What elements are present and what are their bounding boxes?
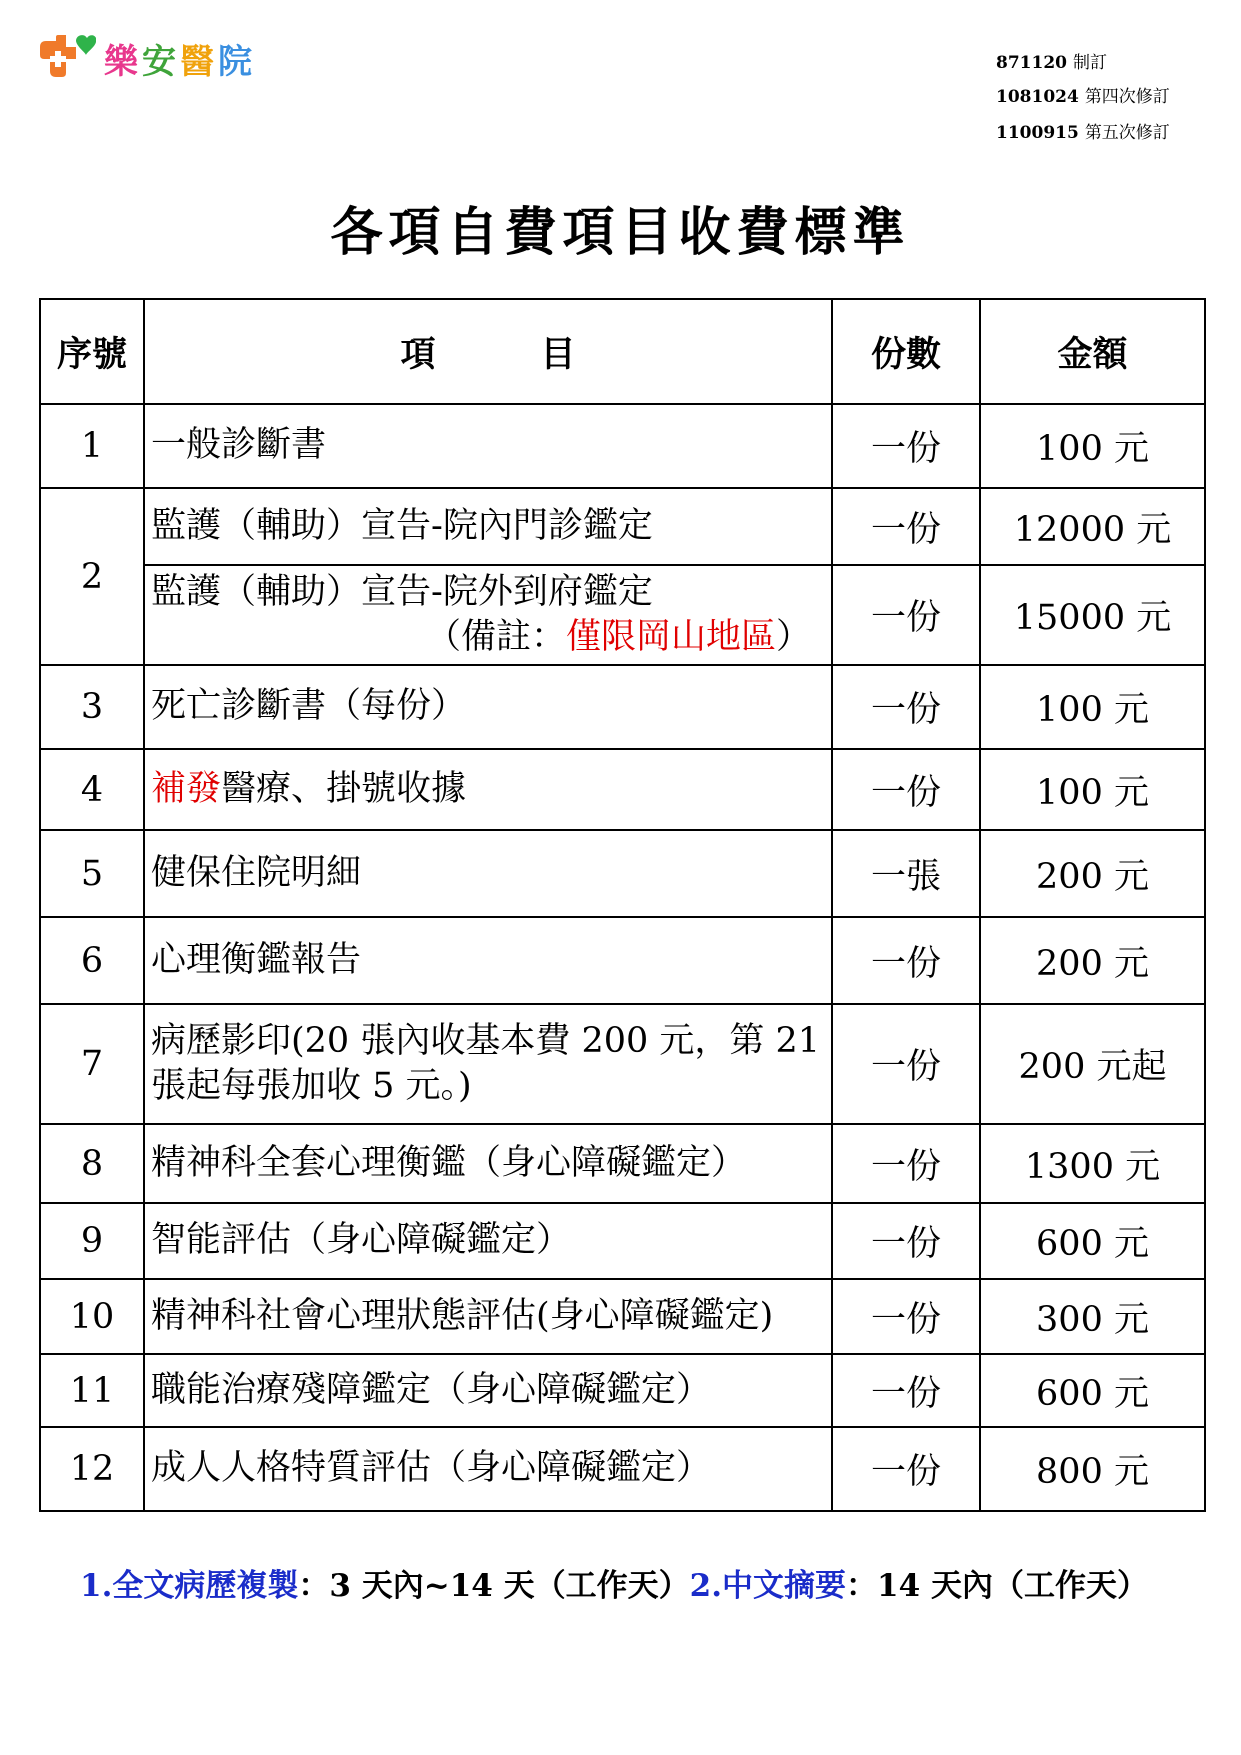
row-amount: 600 元 [980,1354,1205,1427]
row-qty: 一份 [832,1124,980,1203]
row-amount: 1300 元 [980,1124,1205,1203]
header-item: 項 目 [144,299,832,404]
table-header-row [40,299,1205,404]
revision-code: 871120 [996,53,1067,73]
row-amount: 12000 元 [980,488,1205,565]
row-amount: 100 元 [980,404,1205,488]
row-num: 7 [40,1004,144,1124]
revision-line-2 [996,82,1170,107]
logo-char-1: 樂 [104,41,142,82]
row-item-text: 醫療、掛號收據 [221,768,467,809]
table-row [40,1279,1205,1354]
processing-time-note [80,1560,1148,1605]
row-qty: 一份 [832,1427,980,1511]
row-amount: 800 元 [980,1427,1205,1511]
row-item: 成人人格特質評估（身心障礙鑑定） [144,1427,832,1511]
hospital-cross-icon [36,33,96,83]
row-item-line-2: 張起每張加收 5 元。) [151,1066,472,1106]
note-suffix: ） [775,617,811,657]
table-row [40,404,1205,488]
logo-char-2: 安 [142,41,180,82]
row-item-note [151,615,831,661]
row-num: 1 [40,404,144,488]
table-row [40,665,1205,749]
row-item: 精神科全套心理衡鑑（身心障礙鑑定） [144,1124,832,1203]
row-qty: 一張 [832,830,980,917]
row-num: 8 [40,1124,144,1203]
revision-desc: 制訂 [1072,53,1107,73]
row-item: 心理衡鑑報告 [144,917,832,1004]
row-qty: 一份 [832,917,980,1004]
row-item [144,1004,832,1124]
row-item: 精神科社會心理狀態評估(身心障礙鑑定) [144,1279,832,1354]
hospital-name [104,34,256,83]
row-num: 3 [40,665,144,749]
revision-desc: 第五次修訂 [1084,123,1170,143]
row-qty: 一份 [832,1203,980,1279]
row-num: 5 [40,830,144,917]
row-num: 6 [40,917,144,1004]
revision-code: 1081024 [996,87,1079,107]
header-amount: 金額 [980,299,1205,404]
row-amount: 15000 元 [980,565,1205,665]
full-record-label: 1.全文病歷複製 [80,1568,299,1604]
fee-table [39,298,1206,1512]
row-num: 10 [40,1279,144,1354]
summary-time: ：14 天內（工作天） [846,1568,1148,1604]
table-row [40,1004,1205,1124]
row-num: 11 [40,1354,144,1427]
full-record-time: ：3 天內~14 天（工作天） [298,1568,690,1604]
row-num: 9 [40,1203,144,1279]
row-qty: 一份 [832,1004,980,1124]
row-item: 一般診斷書 [144,404,832,488]
row-item-highlight: 補發 [151,768,222,809]
row-amount: 200 元起 [980,1004,1205,1124]
row-item: 死亡診斷書（每份） [144,665,832,749]
table-row [40,1124,1205,1203]
row-item-line-1: 病歷影印(20 張內收基本費 200 元，第 21 [151,1020,821,1061]
row-qty: 一份 [832,665,980,749]
row-num: 2 [40,488,144,665]
table-row [40,830,1205,917]
table-row [40,1354,1205,1427]
row-num: 4 [40,749,144,830]
row-item-text: 監護（輔助）宣告-院外到府鑑定 [151,571,653,612]
table-row [40,749,1205,830]
row-item [144,565,832,665]
table-row [40,565,1205,665]
hospital-logo [36,30,256,86]
row-qty: 一份 [832,488,980,565]
row-num: 12 [40,1427,144,1511]
note-prefix: （備註： [425,617,566,657]
row-item: 智能評估（身心障礙鑑定） [144,1203,832,1279]
revision-desc: 第四次修訂 [1084,87,1170,107]
row-qty: 一份 [832,749,980,830]
row-amount: 100 元 [980,749,1205,830]
revision-code: 1100915 [996,123,1079,143]
page-title: 各項自費項目收費標準 [330,202,911,263]
table-row [40,917,1205,1004]
row-amount: 100 元 [980,665,1205,749]
revision-line-1 [996,48,1107,73]
header-qty: 份數 [832,299,980,404]
logo-char-3: 醫 [180,41,218,82]
note-region: 僅限岡山地區 [565,617,776,657]
logo-char-4: 院 [218,41,256,82]
row-amount: 300 元 [980,1279,1205,1354]
revision-line-3 [996,118,1170,143]
summary-label: 2.中文摘要 [689,1568,847,1604]
row-amount: 200 元 [980,917,1205,1004]
header-num: 序號 [40,299,144,404]
table-row [40,488,1205,565]
row-qty: 一份 [832,404,980,488]
row-qty: 一份 [832,1354,980,1427]
row-item [144,749,832,830]
row-item: 職能治療殘障鑑定（身心障礙鑑定） [144,1354,832,1427]
row-qty: 一份 [832,565,980,665]
row-amount: 200 元 [980,830,1205,917]
table-row [40,1427,1205,1511]
row-item: 健保住院明細 [144,830,832,917]
row-item: 監護（輔助）宣告-院內門診鑑定 [144,488,832,565]
row-amount: 600 元 [980,1203,1205,1279]
table-row [40,1203,1205,1279]
row-qty: 一份 [832,1279,980,1354]
